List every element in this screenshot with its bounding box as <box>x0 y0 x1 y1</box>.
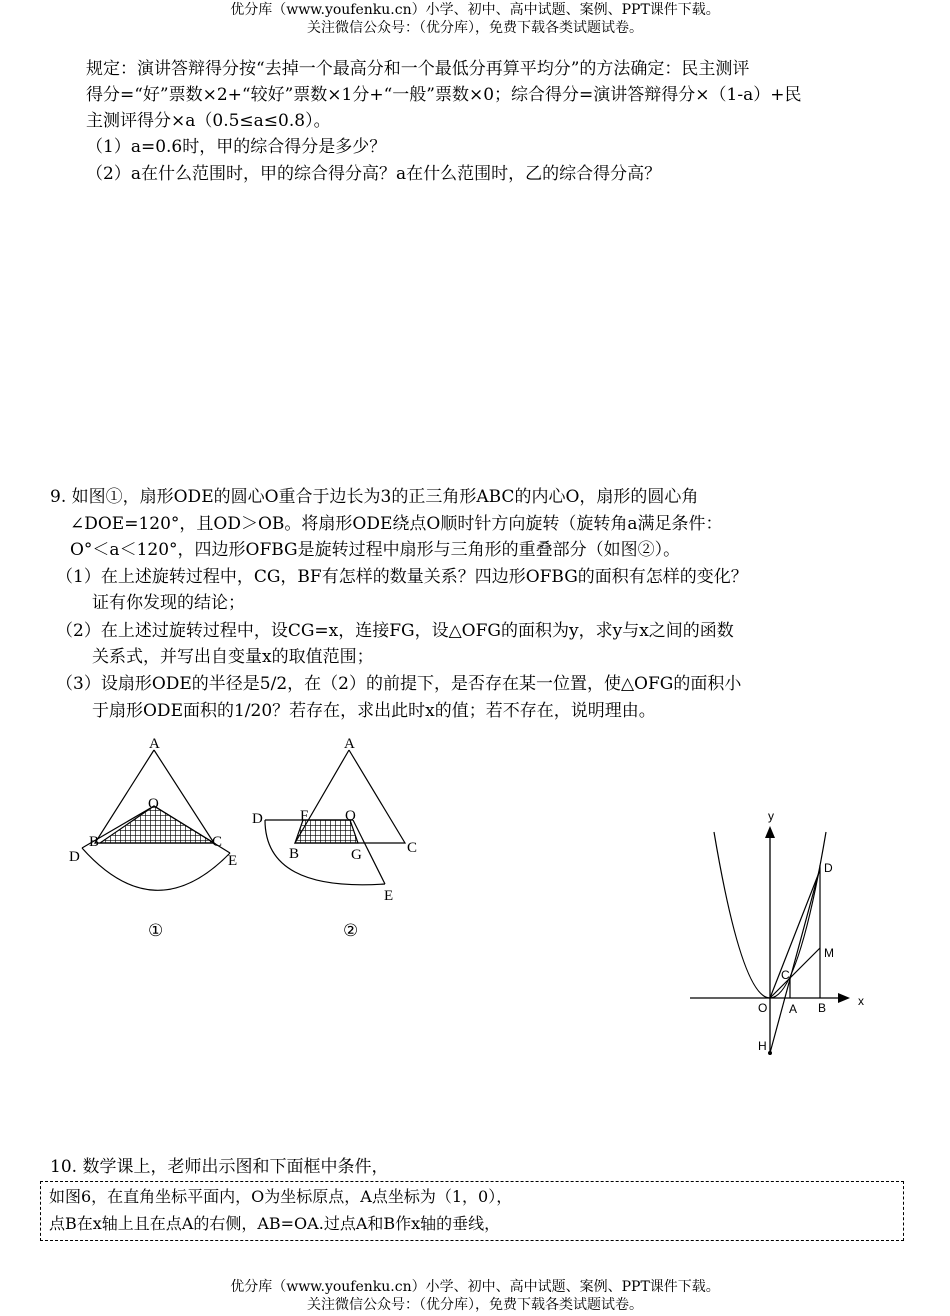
figure-point-label: A <box>789 1002 798 1016</box>
q9-sub2-line-1: （2）在上述过旋转过程中，设CG=x，连接FG，设△OFG的面积为y，求y与x之间的函数 <box>56 621 734 641</box>
figure-2 <box>245 730 445 950</box>
figure-point-label: B <box>818 1001 827 1015</box>
figure-point-label: B <box>289 846 300 862</box>
figure-point-label: C <box>407 840 418 856</box>
fig3-y-arrow <box>765 826 775 838</box>
figure-point-label: O <box>345 808 356 824</box>
q8-rule-line-1: 规定：演讲答辩得分按“去掉一个最高分和一个最低分再算平均分”的方法确定：民主测评 <box>86 59 750 79</box>
figure-point-label: ② <box>343 921 359 940</box>
figure-point-label: D <box>69 849 80 865</box>
q9-sub2-line-2: 关系式，并写出自变量x的取值范围； <box>92 647 374 667</box>
figure-point-label: E <box>228 853 238 869</box>
figure-point-label: M <box>824 946 834 960</box>
header-line-2: 关注微信公众号：（优分库），免费下载各类试题试卷。 <box>307 20 643 36</box>
q9-line-1: 9. 如图①，扇形ODE的圆心O重合于边长为3的正三角形ABC的内心O，扇形的圆心角 <box>50 487 699 507</box>
q10-condition-box <box>40 1181 904 1241</box>
q8-rule-line-3: 主测评得分×a（0.5≤a≤0.8）。 <box>86 111 331 131</box>
figure-point-label: C <box>212 834 223 850</box>
q9-sub1-line-1: （1）在上述旋转过程中，CG，BF有怎样的数量关系？四边形OFBG的面积有怎样的变化？ <box>56 567 748 587</box>
q9-sub3-line-2: 于扇形ODE面积的1/20？若存在，求出此时x的值；若不存在，说明理由。 <box>92 701 656 721</box>
q9-line-2: ∠DOE=120°，且OD＞OB。将扇形ODE绕点O顺时针方向旋转（旋转角a满足条件： <box>70 514 723 534</box>
figure-point-label: A <box>344 736 355 752</box>
figure-point-label: E <box>384 888 394 904</box>
figure-3-coordinate-plane <box>680 800 880 1070</box>
footer-line-1: 优分库（www.youfenku.cn）小学、初中、高中试题、案例、PPT课件下载。 <box>230 1279 720 1295</box>
q10-intro: 10. 数学课上，老师出示图和下面框中条件， <box>50 1157 389 1177</box>
figure-point-label: C <box>781 968 790 982</box>
q8-subquestion-1: （1）a=0.6时，甲的综合得分是多少？ <box>86 137 387 157</box>
footer-line-2: 关注微信公众号：（优分库），免费下载各类试题试卷。 <box>307 1297 643 1313</box>
figure-point-label: ① <box>148 921 164 940</box>
figure-point-label: D <box>252 811 263 827</box>
q9-line-3: O°＜a＜120°，四边形OFBG是旋转过程中扇形与三角形的重叠部分（如图②）。 <box>70 540 681 560</box>
fig3-x-arrow <box>838 993 850 1003</box>
q10-box-line-2: 点B在x轴上且在点A的右侧，AB=OA.过点A和B作x轴的垂线， <box>49 1214 501 1233</box>
figure-point-label: O <box>148 796 159 812</box>
figure-point-label: A <box>149 736 160 752</box>
figure-point-label: D <box>824 861 833 875</box>
figure-point-label: G <box>351 847 362 863</box>
figure-point-label: O <box>758 1001 768 1015</box>
figure-point-label: y <box>768 809 774 823</box>
figure-point-label: x <box>858 994 864 1008</box>
q8-subquestion-2: （2）a在什么范围时，甲的综合得分高？a在什么范围时，乙的综合得分高？ <box>86 164 662 184</box>
figure-point-label: H <box>758 1039 767 1053</box>
figure-point-label: F <box>300 808 309 824</box>
header-line-1: 优分库（www.youfenku.cn）小学、初中、高中试题、案例、PPT课件下载。 <box>230 2 720 18</box>
q9-sub3-line-1: （3）设扇形ODE的半径是5/2，在（2）的前提下，是否存在某一位置，使△OFG的面积小 <box>56 674 742 694</box>
figure-1 <box>60 730 260 950</box>
fig1-arc <box>82 848 230 890</box>
q9-sub1-line-2: 证有你发现的结论； <box>92 593 245 613</box>
q10-box-line-1: 如图6，在直角坐标平面内，O为坐标原点，A点坐标为（1，0）， <box>49 1187 513 1206</box>
figure-point-label: B <box>89 834 100 850</box>
q8-rule-line-2: 得分=“好”票数×2+“较好”票数×1分+“一般”票数×0；综合得分=演讲答辩得分×（1-a）+民 <box>86 85 802 105</box>
